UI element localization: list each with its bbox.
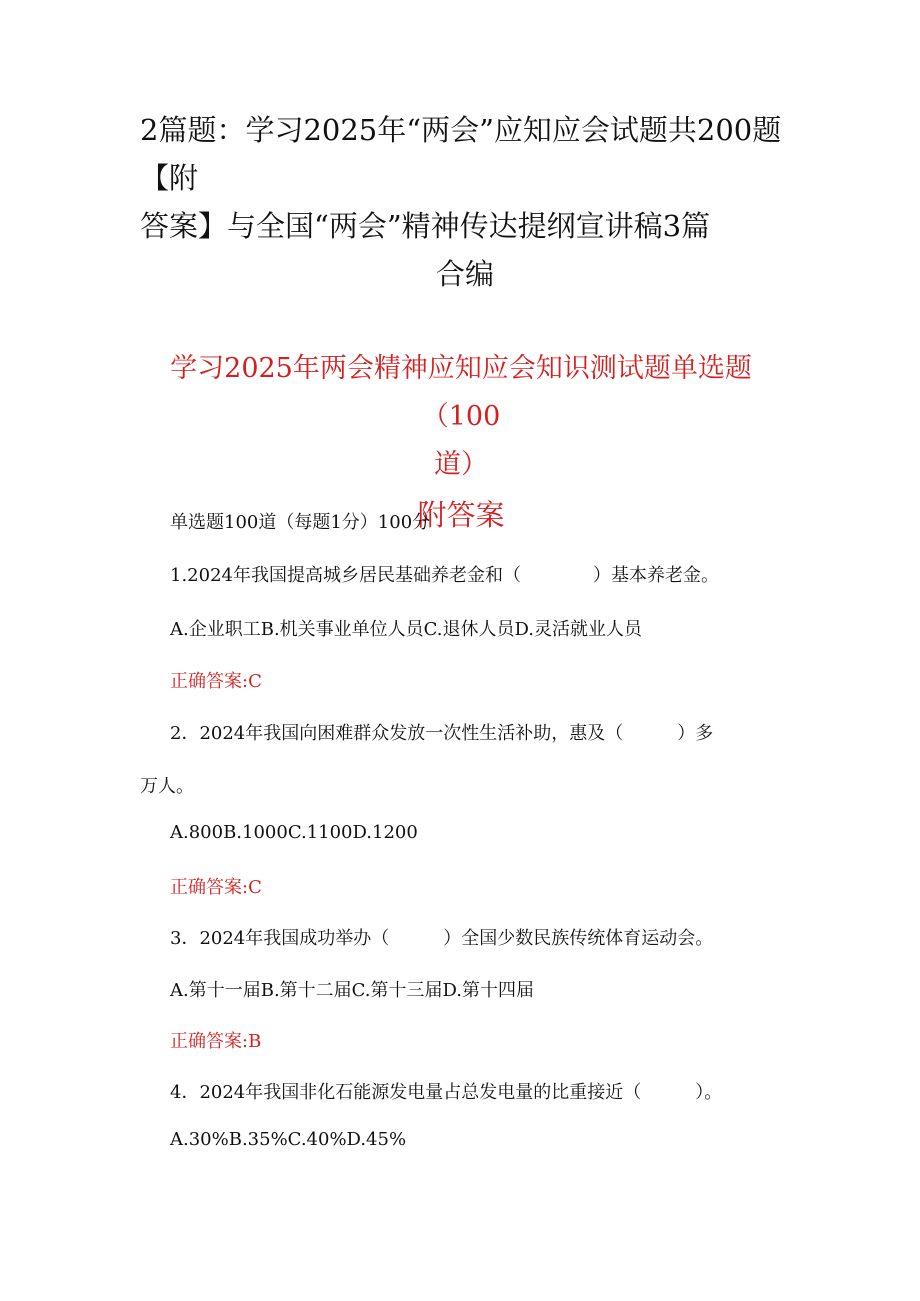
title-line-2: 答案】与全国“两会”精神传达提纲宣讲稿3篇 [140,209,711,243]
question-3-text: 3．2024年我国成功举办（ ）全国少数民族传统体育运动会。 [170,928,714,949]
question-2-answer: 正确答案:C [170,877,262,898]
question-3-answer: 正确答案:B [170,1031,262,1052]
title-line-3: 合编 [435,257,494,291]
question-1-text: 1.2024年我国提高城乡居民基础养老金和（ ）基本养老金。 [170,565,719,586]
question-2-text: 2．2024年我国向困难群众发放一次性生活补助，惠及（ ）多 [170,723,714,744]
question-4-text: 4．2024年我国非化石能源发电量占总发电量的比重接近（ ）。 [170,1082,723,1103]
section-title-line-1: 学习2025年两会精神应知应会知识测试题单选题（100 [170,353,752,432]
section-title-line-3: 附答案 [417,498,505,532]
intro-text: 单选题100道（每题1分）100分 [170,512,431,533]
document-title [140,106,790,298]
question-1-answer: 正确答案:C [170,671,262,692]
question-1-options: A.企业职工B.机关事业单位人员C.退休人员D.灵活就业人员 [170,619,643,640]
question-2-options: A.800B.1000C.1100D.1200 [170,822,418,843]
question-3-options: A.第十一届B.第十二届C.第十三届D.第十四届 [170,980,535,1001]
question-2-text-continued: 万人。 [140,776,194,797]
question-4-options: A.30%B.35%C.40%D.45% [170,1129,407,1150]
section-title-line-2: 道） [434,449,488,480]
title-line-1: 2篇题：学习2025年“两会”应知应会试题共200题【附 [140,113,782,195]
